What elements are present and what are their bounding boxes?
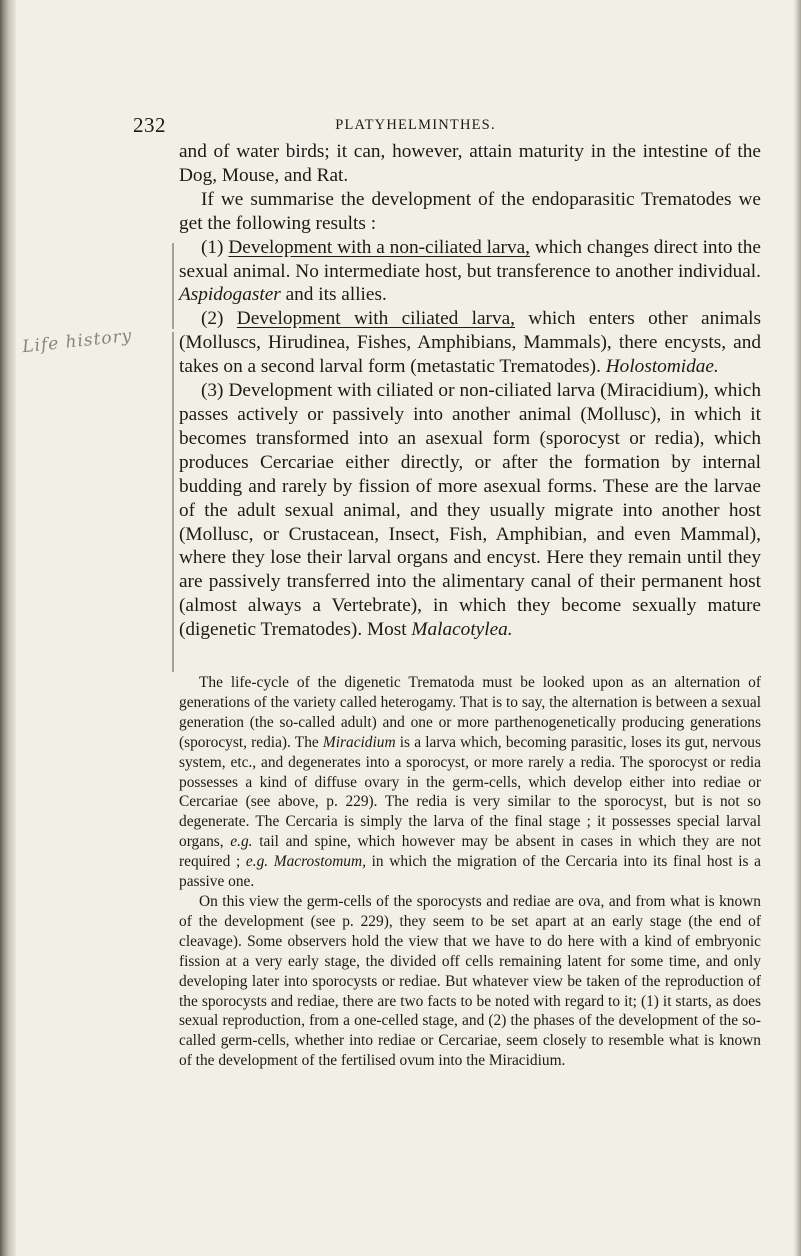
handwritten-margin-note: Life history (21, 325, 134, 358)
list-number: (3) (201, 380, 229, 402)
page-number: 232 (133, 113, 166, 137)
taxon-name: Miracidium (322, 733, 396, 751)
taxon-name: e.g. Macrostomum, (245, 853, 366, 871)
list-item-1 (179, 236, 761, 308)
paragraph: and of water birds; it can, however, attain maturity in the intestine of the Dog, Mouse, and Rat. (179, 141, 761, 186)
page-edge-shadow (793, 0, 801, 1256)
underlined-phrase: Development with ciliated larva, (236, 308, 515, 330)
list-number: (1) (201, 236, 229, 258)
list-text: which changes direct into the sexual animal. No intermediate host, but transference to another individual. (179, 236, 761, 282)
italic-abbrev: e.g. (230, 833, 253, 851)
list-number: (2) (201, 308, 237, 330)
taxon-name: Aspidogaster (179, 284, 281, 306)
list-item-3 (179, 379, 761, 642)
list-text: Development with ciliated or non-ciliated larva (Miracidium), which passes actively or passively into another animal (Mollusc), in which it becomes transformed into an asexual form (sporocyst or redia), which produces Cercariae either directly, or after the formation by internal budding and rarely by fission of more asexual forms. These are the larvae of the adult sexual animal, and they usually migrate into another host (Mollusc, or Crustacean, Insect, Fish, Amphibian, and even Mammal), where they lose their larval organs and encyst. Here they remain until they are passively transferred into the alimentary canal of their permanent host (almost always a Vertebrate), in which they become sexually mature (digenetic Trematodes). Most (179, 380, 761, 641)
note-paragraph (179, 673, 761, 892)
main-text (179, 140, 761, 642)
taxon-name: Holostomidae. (605, 356, 719, 378)
note-text: The life-cycle of the digenetic Trematoda must be looked upon as an alternation of generations of the variety called heterogamy. That is to say, the alternation is between a sexual generation (the so-called adult) and one or more parthenogenetically producing generations (sporocyst, redia). The (179, 674, 761, 751)
note-text: tail and spine, which however may be absent in cases in which they are not required ; (179, 833, 761, 871)
note-text: is a larva which, becoming parasitic, loses its gut, nervous system, etc., and degenerates into a sporocyst, or more rarely a redia. The sporocyst or redia possesses a kind of diffuse ovary in the germ-cells, which develop either into rediae or Cercariae (see above, p. 229). The redia is very similar to the sporocyst, but is not so degenerate. The Cercaria is simply the larva of the final stage ; it possesses special larval organs, (179, 733, 761, 851)
small-print-note (179, 673, 761, 1071)
binding-shadow (0, 0, 16, 1256)
note-paragraph: On this view the germ-cells of the sporocysts and rediae are ova, and from what is known of the development (see p. 229), they seem to be set apart at an early stage (the end of cleavage). Some observers hold the view that we have to do here with a kind of embryonic fission at a very early stage, the divided off cells remaining latent for some time, and only developing later into sporocysts or rediae. But whatever view be taken of the reproduction of the sporocysts and rediae, there are two facts to be noted with regard to it; (1) it starts, as does sexual reproduction, from a one-celled stage, and (2) the phases of the development of the so-called germ-cells, whether into rediae or Cercariae, seem closely to resemble what is known of the development of the fertilised ovum into the Miracidium. (179, 892, 761, 1070)
running-head: PLATYHELMINTHES. (335, 117, 496, 133)
note-text: in which the migration of the Cercaria into its final host is a passive one. (179, 853, 761, 891)
taxon-name: Malacotylea. (411, 619, 513, 641)
margin-pencil-mark (172, 332, 174, 672)
paragraph: If we summarise the development of the endoparasitic Trematodes we get the following results : (179, 188, 761, 234)
list-text: and its allies. (280, 284, 387, 306)
underlined-phrase: Development with a non-ciliated larva, (228, 236, 530, 258)
margin-pencil-mark (172, 243, 174, 329)
list-item-2 (179, 307, 761, 379)
list-text: which enters other animals (Molluscs, Hirudinea, Fishes, Amphibians, Mammals), there encysts, and takes on a second larval form (metastatic Trematodes). (179, 308, 761, 378)
